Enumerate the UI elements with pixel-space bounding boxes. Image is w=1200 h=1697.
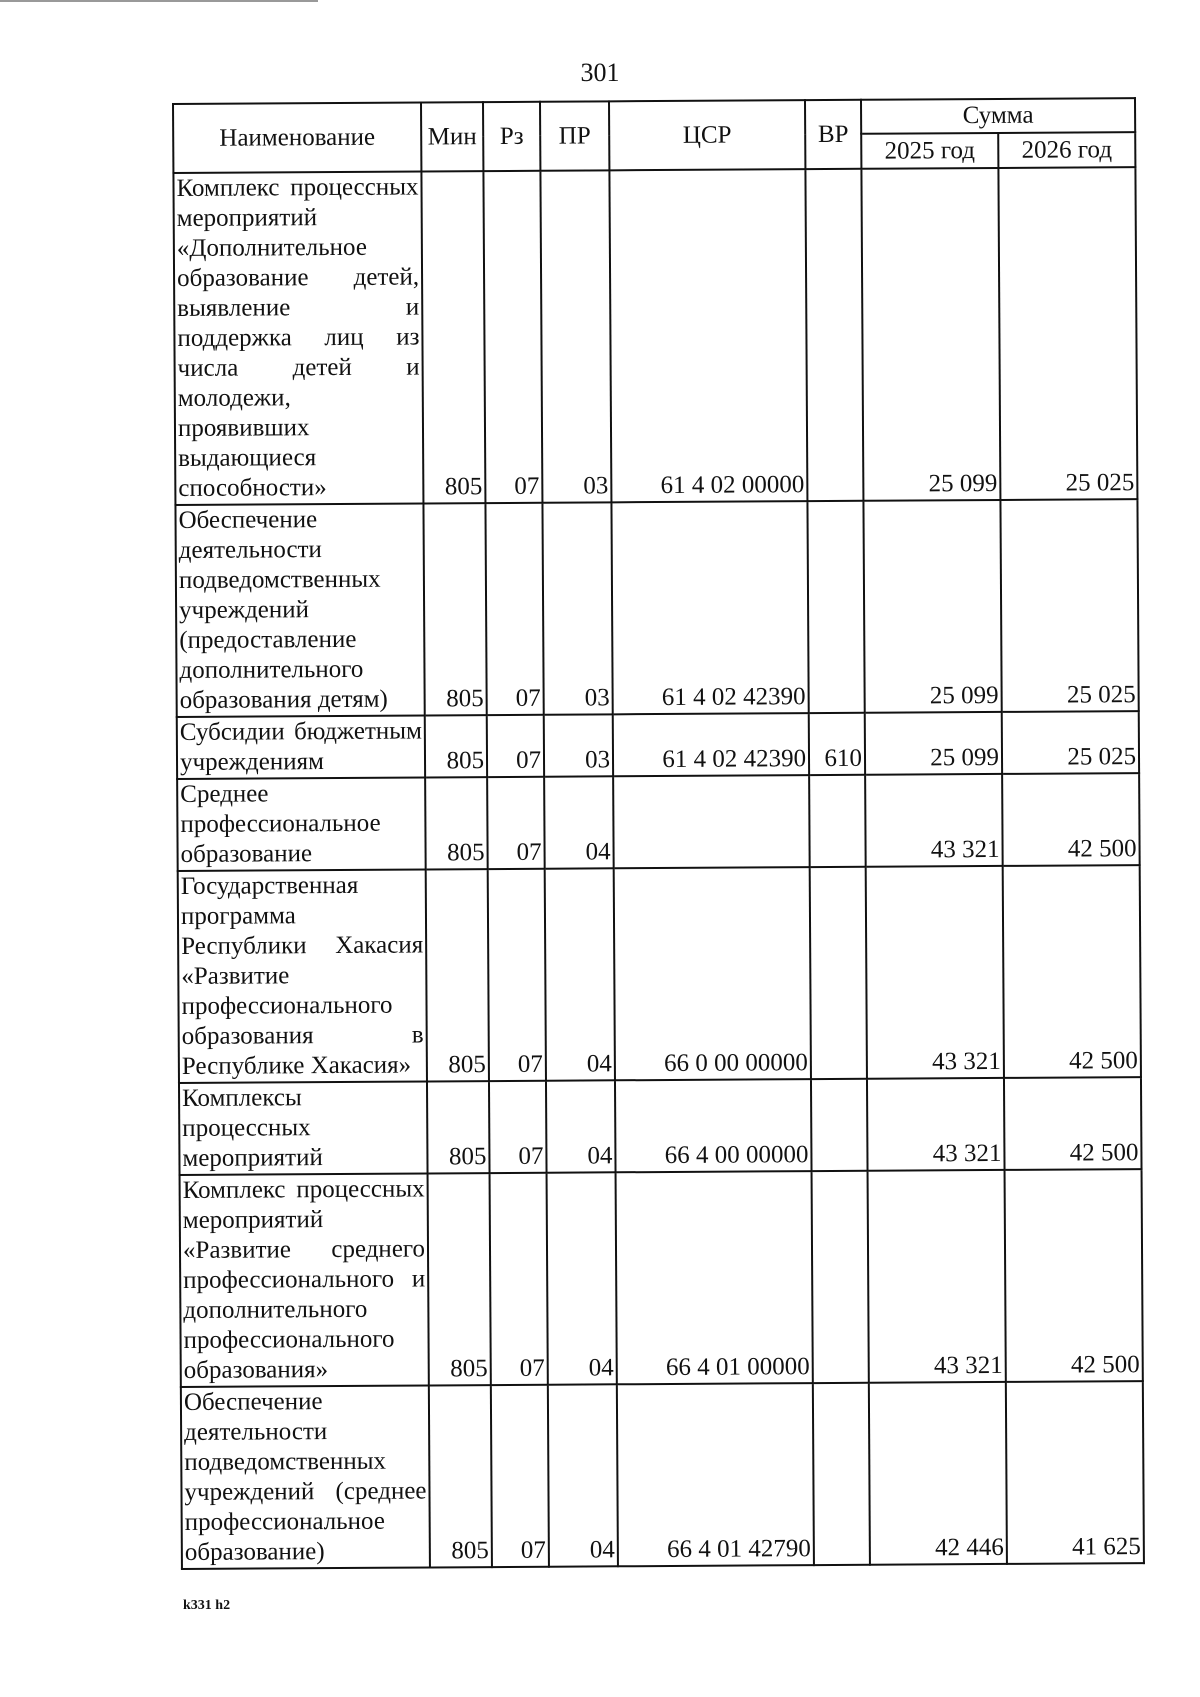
row-min: 805: [423, 503, 486, 715]
header-year-2025: 2025 год: [861, 133, 998, 169]
header-year-2026: 2026 год: [998, 132, 1135, 168]
row-min: 805: [427, 1081, 490, 1173]
row-min: 805: [426, 869, 489, 1081]
row-vr: [807, 501, 864, 713]
row-vr: [813, 1383, 870, 1565]
row-sum-2025: 43 321: [865, 774, 1003, 867]
row-sum-2026: 42 500: [1002, 773, 1140, 866]
row-sum-2026: 25 025: [1000, 499, 1138, 712]
row-sum-2026: 42 500: [1003, 865, 1141, 1078]
row-sum-2025: 25 099: [865, 712, 1002, 775]
row-pr: 04: [544, 776, 614, 868]
table-row: [175, 499, 1138, 717]
row-vr: [805, 169, 863, 501]
row-csr: 61 4 02 42390: [613, 713, 809, 776]
scan-edge-mark: [0, 0, 318, 2]
row-pr: 03: [540, 170, 611, 502]
header-vr: ВР: [805, 100, 861, 169]
row-vr: 610: [809, 713, 865, 775]
row-sum-2026: 25 025: [1002, 711, 1139, 774]
row-sum-2025: 42 446: [869, 1382, 1007, 1565]
row-csr: 66 4 01 00000: [616, 1171, 813, 1384]
table-row: [177, 711, 1139, 779]
row-pr: 04: [548, 1384, 618, 1566]
table-body: [173, 167, 1144, 1569]
row-rz: 07: [488, 869, 546, 1081]
table-row: [180, 1169, 1143, 1387]
row-csr: 66 4 00 00000: [615, 1079, 812, 1172]
row-name: Среднее профессиональное образование: [177, 777, 426, 871]
row-vr: [810, 867, 867, 1079]
row-pr: 04: [545, 868, 615, 1080]
row-csr: 61 4 02 00000: [609, 169, 807, 502]
table-header: [173, 98, 1135, 173]
table-row: [173, 167, 1137, 505]
header-pr: ПР: [540, 101, 609, 170]
row-sum-2026: 42 500: [1005, 1169, 1143, 1382]
budget-table: [172, 97, 1145, 1570]
table-row: [181, 1381, 1144, 1569]
row-csr: 66 4 01 42790: [617, 1383, 814, 1566]
row-min: 805: [421, 171, 485, 503]
row-sum-2025: 43 321: [866, 866, 1004, 1079]
row-min: 805: [425, 715, 487, 777]
footer-code: k331 h2: [183, 1598, 231, 1613]
header-min: Мин: [421, 102, 483, 171]
row-min: 805: [428, 1173, 491, 1385]
row-name: Комплекс процессных мероприятий «Дополнительное образование детей, выявление и поддержка лиц из числа детей и молодежи, проявивших выдающиеся способности»: [173, 171, 423, 505]
row-vr: [811, 1079, 868, 1171]
row-name: Обеспечение деятельности подведомственных учреждений (среднее профессиональное образование): [181, 1385, 430, 1569]
row-name: Обеспечение деятельности подведомственных учреждений (предоставление дополнительного образования детям): [175, 503, 424, 717]
row-rz: 07: [491, 1385, 549, 1567]
row-rz: 07: [483, 171, 542, 503]
row-pr: 03: [542, 502, 612, 714]
header-sum: Сумма: [861, 98, 1135, 134]
row-min: 805: [429, 1385, 492, 1567]
table-row: [179, 1077, 1142, 1175]
row-sum-2026: 25 025: [998, 167, 1137, 500]
row-pr: 04: [547, 1172, 617, 1384]
row-sum-2025: 43 321: [868, 1170, 1006, 1383]
row-csr: 66 0 00 00000: [614, 867, 811, 1080]
row-csr: [613, 775, 810, 868]
row-rz: 07: [490, 1173, 548, 1385]
row-name: Субсидии бюджетным учреждениям: [177, 715, 425, 779]
table-row: [178, 865, 1141, 1083]
row-rz: 07: [487, 715, 544, 777]
row-sum-2026: 41 625: [1006, 1381, 1144, 1564]
row-rz: 07: [489, 1081, 547, 1173]
row-sum-2025: 25 099: [863, 500, 1001, 713]
row-rz: 07: [487, 777, 545, 869]
row-min: 805: [425, 777, 488, 869]
header-name: Наименование: [173, 102, 421, 173]
row-sum-2025: 25 099: [861, 168, 1000, 501]
row-sum-2025: 43 321: [867, 1078, 1005, 1171]
header-csr: ЦСР: [609, 100, 805, 170]
row-csr: 61 4 02 42390: [611, 501, 808, 714]
row-vr: [812, 1171, 869, 1383]
row-vr: [809, 775, 866, 867]
page-number: 301: [580, 58, 620, 87]
row-rz: 07: [485, 503, 543, 715]
row-name: Комплексы процессных мероприятий: [179, 1081, 428, 1175]
row-pr: 03: [544, 714, 613, 776]
row-name: Государственная программа Республики Хакасия «Развитие профессионального образования в Республике Хакасия»: [178, 869, 427, 1083]
table-row: [177, 773, 1140, 871]
row-pr: 04: [546, 1080, 616, 1172]
row-sum-2026: 42 500: [1004, 1077, 1142, 1170]
row-name: Комплекс процессных мероприятий «Развитие среднего профессионального и дополнительного профессионального образования»: [180, 1173, 429, 1387]
header-rz: Рз: [483, 102, 540, 171]
